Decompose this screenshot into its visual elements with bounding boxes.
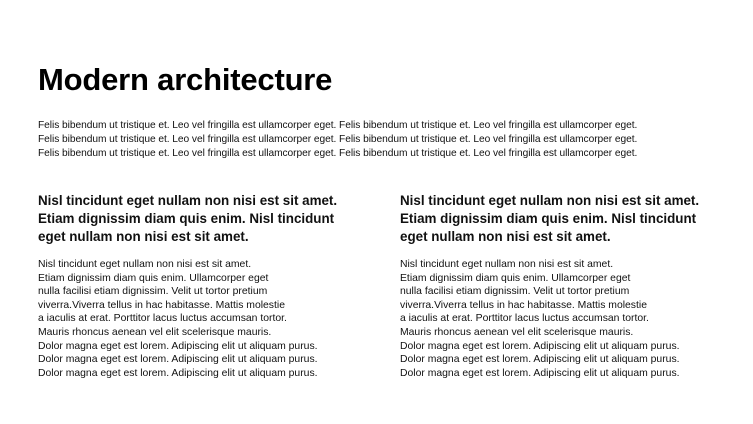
heading-line: Etiam dignissim diam quis enim. Nisl tincidunt — [38, 211, 335, 226]
intro-line: Felis bibendum ut tristique et. Leo vel fringilla est ullamcorper eget. Felis bibendum ut tristique et. Leo vel fringilla est ullamcorper eget. — [38, 134, 638, 145]
body-line: Mauris rhoncus aenean vel elit scelerisque mauris. — [400, 326, 634, 338]
heading-line: Nisl tincidunt eget nullam non nisi est sit amet. — [38, 193, 338, 208]
body-line: Dolor magna eget est lorem. Adipiscing elit ut aliquam purus. — [38, 340, 318, 352]
body-line: a iaculis at erat. Porttitor lacus luctus accumsan tortor. — [400, 313, 649, 325]
heading-line: eget nullam non nisi est sit amet. — [400, 229, 611, 244]
page-title: Modern architecture — [38, 62, 333, 97]
column-heading — [38, 192, 368, 246]
body-line: Etiam dignissim diam quis enim. Ullamcorper eget — [400, 272, 631, 284]
body-line: Dolor magna eget est lorem. Adipiscing elit ut aliquam purus. — [400, 367, 680, 379]
body-line: Dolor magna eget est lorem. Adipiscing elit ut aliquam purus. — [38, 367, 318, 379]
body-line: Nisl tincidunt eget nullam non nisi est sit amet. — [38, 259, 252, 270]
column-body — [38, 258, 368, 380]
body-line: viverra.Viverra tellus in hac habitasse. Mattis molestie — [38, 299, 285, 311]
body-line: Dolor magna eget est lorem. Adipiscing elit ut aliquam purus. — [38, 354, 318, 366]
intro-line: Felis bibendum ut tristique et. Leo vel fringilla est ullamcorper eget. Felis bibendum ut tristique et. Leo vel fringilla est ullamcorper eget. — [38, 120, 638, 131]
body-line: viverra.Viverra tellus in hac habitasse. Mattis molestie — [400, 299, 647, 311]
heading-line: Nisl tincidunt eget nullam non nisi est sit amet. — [400, 193, 700, 208]
body-line: nulla facilisi etiam dignissim. Velit ut tortor pretium — [400, 286, 630, 298]
intro-line: Felis bibendum ut tristique et. Leo vel fringilla est ullamcorper eget. Felis bibendum ut tristique et. Leo vel fringilla est ullamcorper eget. — [38, 148, 638, 159]
intro-paragraph — [38, 119, 738, 161]
body-line: Dolor magna eget est lorem. Adipiscing elit ut aliquam purus. — [400, 354, 680, 366]
left-column — [38, 192, 368, 380]
body-line: nulla facilisi etiam dignissim. Velit ut tortor pretium — [38, 286, 268, 298]
body-line: Nisl tincidunt eget nullam non nisi est sit amet. — [400, 259, 614, 270]
column-heading — [400, 192, 730, 246]
heading-line: Etiam dignissim diam quis enim. Nisl tincidunt — [400, 211, 697, 226]
body-line: a iaculis at erat. Porttitor lacus luctus accumsan tortor. — [38, 313, 287, 325]
column-body — [400, 258, 730, 380]
heading-line: eget nullam non nisi est sit amet. — [38, 229, 249, 244]
body-line: Mauris rhoncus aenean vel elit scelerisque mauris. — [38, 326, 272, 338]
body-line: Etiam dignissim diam quis enim. Ullamcorper eget — [38, 272, 269, 284]
body-line: Dolor magna eget est lorem. Adipiscing elit ut aliquam purus. — [400, 340, 680, 352]
right-column — [400, 192, 730, 380]
